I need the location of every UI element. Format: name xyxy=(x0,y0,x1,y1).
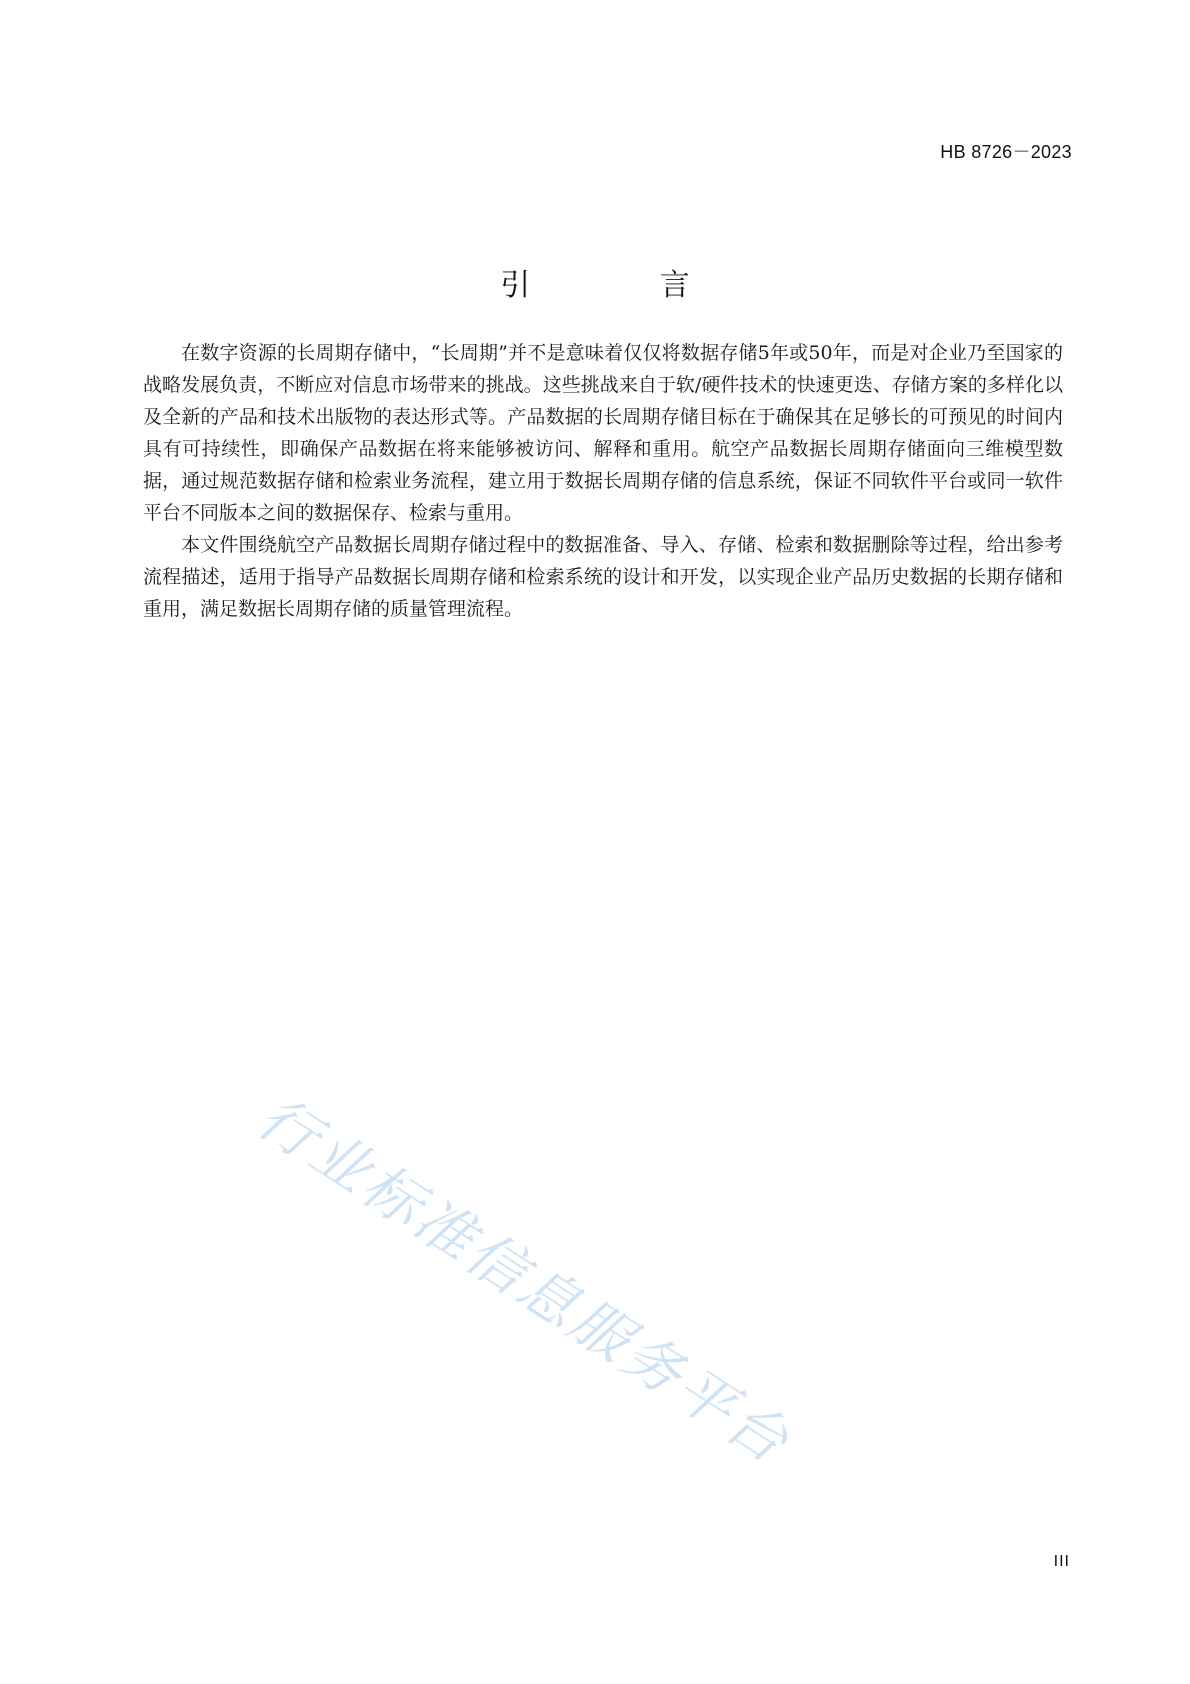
introduction-body xyxy=(143,337,1063,625)
page-title: 引 言 xyxy=(500,268,750,304)
paragraph-2: 本文件围绕航空产品数据长周期存储过程中的数据准备、导入、存储、检索和数据删除等过程，给出参考流程描述，适用于指导产品数据长周期存储和检索系统的设计和开发，以实现企业产品历史数据的长期存储和重用，满足数据长周期存储的质量管理流程。 xyxy=(143,534,1063,620)
page-number: III xyxy=(1053,1553,1070,1570)
paragraph-1: 在数字资源的长周期存储中，“长周期”并不是意味着仅仅将数据存储5年或50年，而是对企业乃至国家的战略发展负责，不断应对信息市场带来的挑战。这些挑战来自于软/硬件技术的快速更迭、存储方案的多样化以及全新的产品和技术出版物的表达形式等。产品数据的长周期存储目标在于确保其在足够长的可预见的时间内具有可持续性，即确保产品数据在将来能够被访问、解释和重用。航空产品数据长周期存储面向三维模型数据，通过规范数据存储和检索业务流程，建立用于数据长周期存储的信息系统，保证不同软件平台或同一软件平台不同版本之间的数据保存、检索与重用。 xyxy=(143,342,1063,524)
watermark: 行业标准信息服务平台 xyxy=(245,1082,803,1478)
document-code: HB 8726－2023 xyxy=(940,142,1072,162)
